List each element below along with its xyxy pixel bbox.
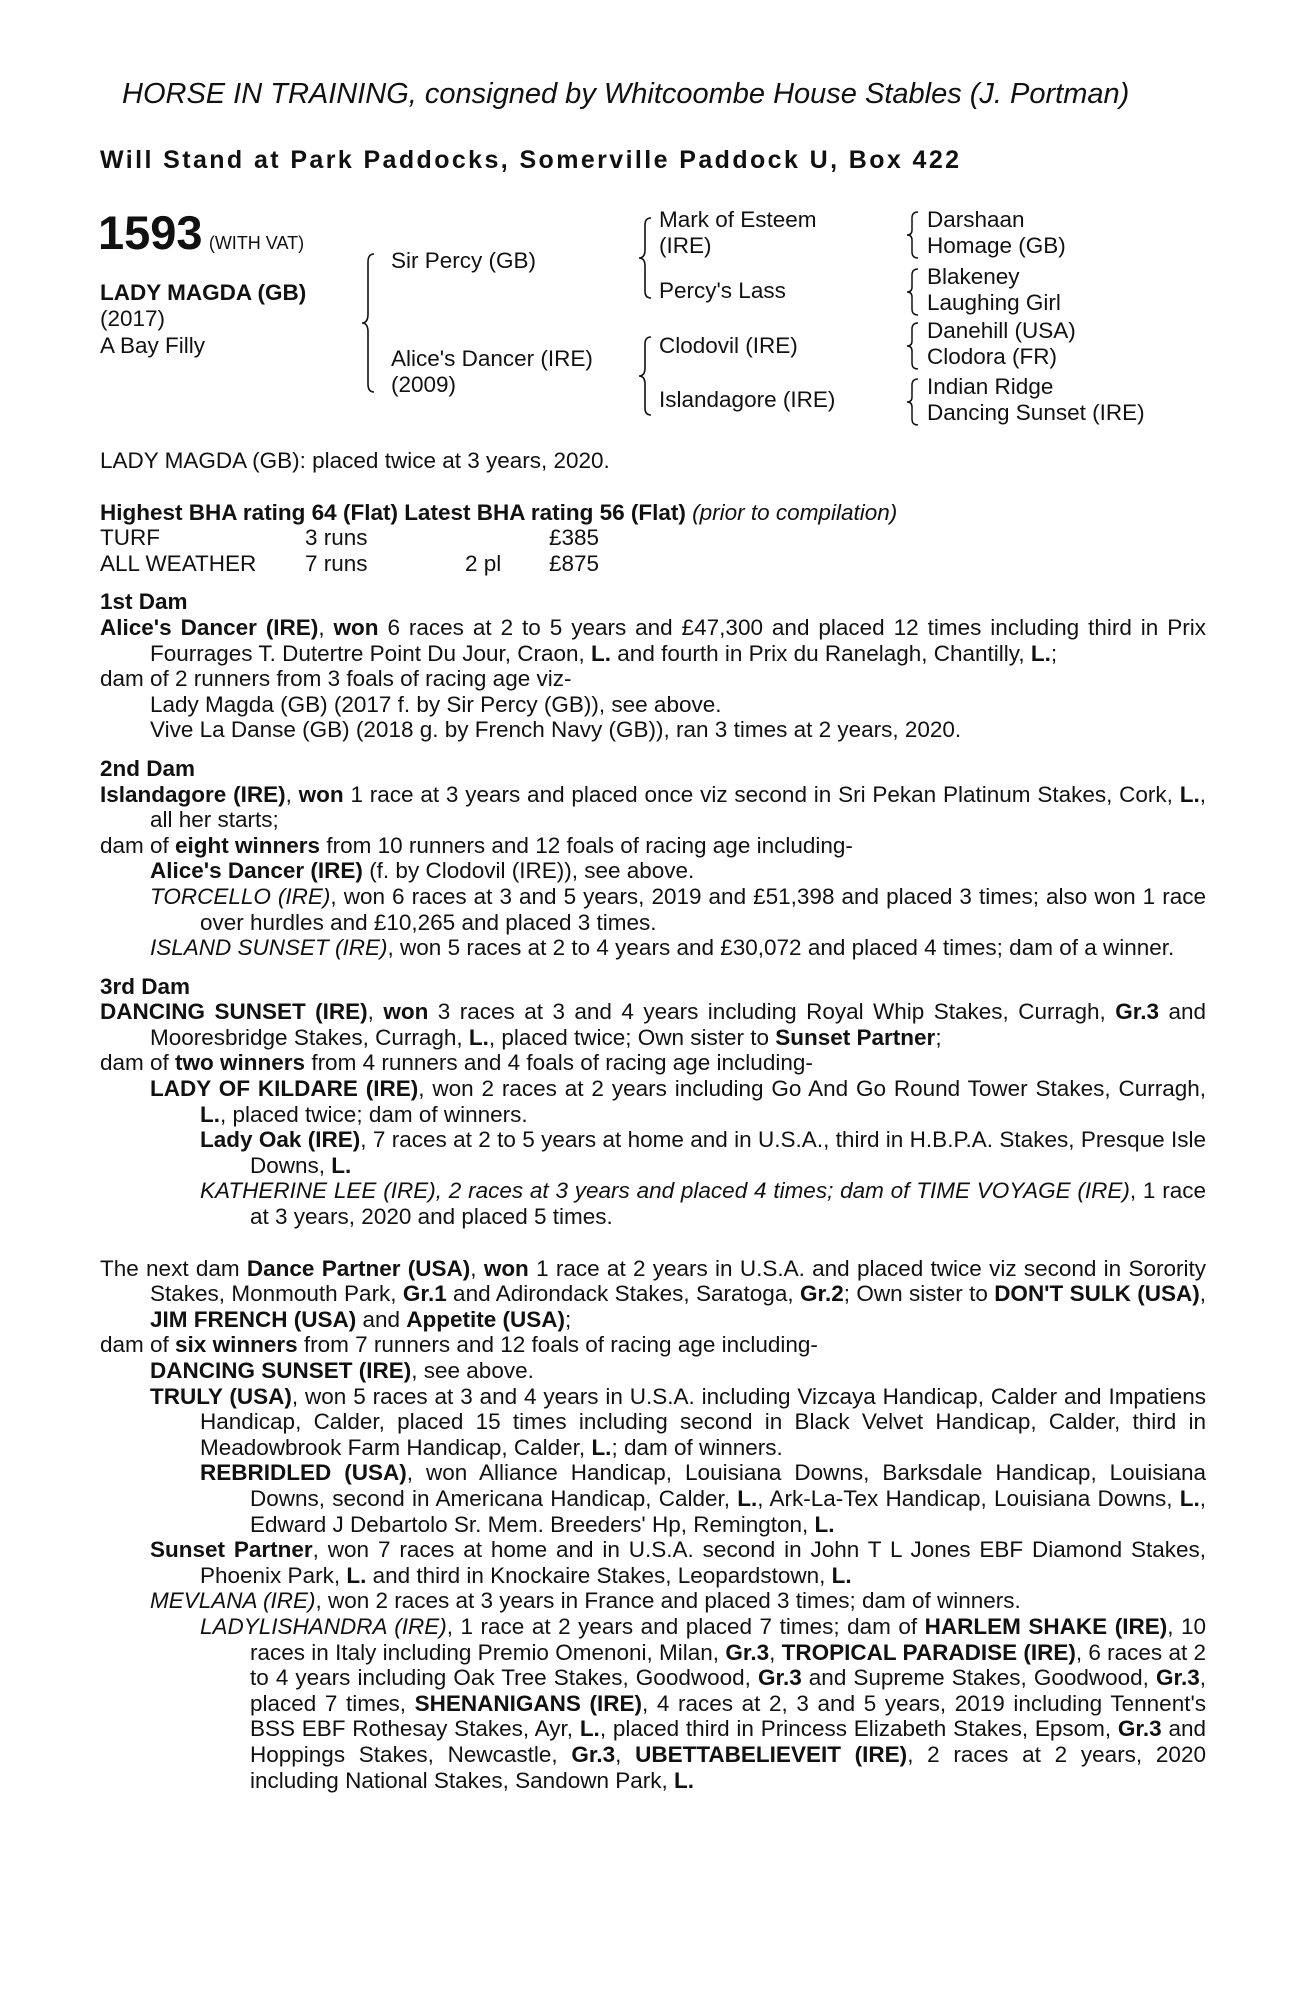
record-text: , won Alliance Handicap, Louisiana Downs, Barksdale Handicap, Louisiana Downs, second in Americana Handicap, Calder, [250,1460,1206,1511]
sister-name: Sunset Partner [775,1024,936,1050]
runs-cell: 7 runs [305,550,368,576]
pedigree-brace-g4 [906,377,920,427]
produce-item [100,1358,1206,1384]
produce-item [100,1076,1206,1127]
second-dam-produce [100,833,1206,859]
record-text: , won 2 races at 3 years in France and placed 3 times; dam of winners. [315,1588,1021,1614]
pedigree-brace-g1 [906,210,920,260]
record-text: , won 5 races at 3 and 4 years in U.S.A. including Vizcaya Handicap, Calder and Impatiens Handicap, Calder, placed 15 times including second in Black Velvet Handicap, Calder, third in Meadowbrook Farm Handicap, Calder, [200,1383,1206,1460]
produce-name: UBETTABELIEVEIT (IRE) [635,1741,908,1767]
dam-name: DANCING SUNSET (IRE) [100,999,368,1025]
foaling-year: (2017) [100,306,166,331]
consignor-title: HORSE IN TRAINING, consigned by Whitcoombe House Stables (J. Portman) [122,78,1130,110]
group-mark: Gr.3 [571,1741,616,1767]
record-text: , see above. [411,1358,534,1383]
produce-name: TORCELLO (IRE) [150,883,331,909]
produce-item [100,1127,1206,1178]
sire-sire-line2: (IRE) [659,233,712,258]
record-text: dam of [100,1332,176,1358]
produce-item: Vive La Danse (GB) (2018 g. by French Navy (GB)), ran 3 times at 2 years, 2020. [150,717,962,743]
record-text: , 4 races at 2, 3 and 5 years, 2019 including Tennent's BSS EBF Rothesay Stakes, Ayr, [250,1690,1207,1742]
sire-dam: Percy's Lass [659,278,786,303]
won-label: won [383,999,429,1025]
record-text: , placed twice; Own sister to [488,1024,776,1050]
pedigree-brace-g3 [906,321,920,371]
pedigree-brace-dam [637,335,653,417]
runs-table [100,525,599,576]
produce-item [100,1537,1206,1588]
third-dam-produce [100,1050,1206,1076]
record-text: , all her starts; [150,781,1206,833]
winners-count: two winners [175,1050,306,1076]
dam-line2: (2009) [391,372,457,397]
dam-name: Islandagore (IRE) [100,781,286,807]
listed-mark: L. [346,1562,367,1588]
lot-number: 1593 [98,206,203,259]
produce-name: KATHERINE LEE (IRE) [200,1178,436,1204]
first-dam-heading: 1st Dam [100,589,188,615]
sire-sire-sire: Darshaan [927,207,1025,232]
catalogue-body [100,448,1206,1793]
surface-cell: ALL WEATHER [100,550,257,576]
group-mark: Gr.3 [1115,999,1159,1025]
produce-name: HARLEM SHAKE (IRE) [924,1613,1168,1639]
record-text: from 4 runners and 4 foals of racing age including- [305,1050,813,1076]
listed-mark: L. [674,1767,694,1793]
ratings-note: (prior to compilation) [692,499,898,525]
record-text: , won 6 races at 3 and 5 years, 2019 and £51,398 and placed 3 times; also won 1 race over hurdles and £10,265 and placed 3 times. [200,883,1206,935]
sire-sire-line1: Mark of Esteem [659,207,817,232]
record-text: ; [565,1306,572,1332]
record-text: from 7 runners and 12 foals of racing age including- [297,1332,818,1358]
winners-count: six winners [175,1332,298,1358]
pedigree-brace-g2 [906,267,920,317]
produce-item [100,1178,1206,1229]
table-row [100,525,599,551]
listed-mark: L. [591,1434,612,1460]
record-text: , 10 races in Italy including Premio Omenoni, Milan, [250,1613,1206,1665]
sire: Sir Percy (GB) [391,248,537,273]
record-text: , [769,1639,782,1665]
sister-name: DON'T SULK (USA) [994,1281,1200,1307]
listed-mark: L. [1179,1485,1200,1511]
record-text: 3 races at 3 and 4 years including Royal Whip Stakes, Curragh, [428,999,1116,1025]
stand-location: Will Stand at Park Paddocks, Somerville Paddock U, Box 422 [100,146,962,174]
sire-sire-dam: Homage (GB) [927,233,1066,258]
record-text: , 1 race at 3 years, 2020 and placed 5 times. [250,1178,1207,1230]
first-dam-record: Alice's Dancer (IRE), won 6 races at 2 to 5 years and £47,300 and placed 12 times including third in Prix Fourrages T. Dutertre Point Du Jour, Craon, L. and fourth in Prix du Ranelagh, Chantilly, L.; [100,614,1206,666]
record-text: (f. by Clodovil (IRE)), see above. [362,858,695,884]
record-text: 1 race at 3 years and placed once viz second in Sri Pekan Platinum Stakes, Cork, [343,781,1180,807]
record-text: ; dam of winners. [611,1434,783,1460]
runs-cell: 3 runs [305,525,368,551]
prize-cell: £875 [549,550,600,576]
pedigree-brace-main [360,252,376,394]
produce-name: LADYLISHANDRA (IRE) [200,1613,447,1639]
record-text: and third in Knockaire Stakes, Leopardstown, [366,1562,832,1588]
produce-item [100,1460,1206,1537]
table-row [100,551,599,577]
group-mark: Gr.2 [799,1281,844,1307]
record-text: , Ark-La-Tex Handicap, Louisiana Downs, [757,1485,1180,1511]
second-dam-heading: 2nd Dam [100,755,196,781]
won-label: won [333,614,379,640]
dam-sire-dam: Clodora (FR) [927,344,1058,369]
produce-item [100,858,1206,884]
record-text: and fourth in Prix du Ranelagh, Chantilly, [611,640,1031,666]
winners-count: eight winners [175,832,321,858]
record-text: dam of [100,1050,176,1076]
placed-cell [465,525,549,551]
race-summary: LADY MAGDA (GB): placed twice at 3 years, 2020. [100,448,610,473]
dam-name: Alice's Dancer (IRE) [100,614,319,640]
produce-item [100,884,1206,935]
sister-name: Appetite (USA) [406,1306,566,1332]
produce-name: Alice's Dancer (IRE) [150,858,363,884]
record-text: ; Own sister to [843,1281,995,1307]
lot-number-line [98,208,304,258]
ratings-line [100,500,1206,526]
third-dam-heading: 3rd Dam [100,973,191,999]
record-text: , won 7 races at home and in U.S.A. second in John T L Jones EBF Diamond Stakes, Phoenix Park, [200,1537,1206,1588]
record-text: , placed 7 times, [250,1665,1207,1716]
record-text: and Hoppings Stakes, Newcastle, [250,1716,1206,1767]
prize-cell: £385 [549,525,600,551]
produce-name: SHENANIGANS (IRE) [414,1690,643,1716]
record-text: , 7 races at 2 to 5 years at home and in U.S.A., third in H.B.P.A. Stakes, Presque Isle Downs, [250,1127,1206,1178]
produce-name: LADY OF KILDARE (IRE) [150,1076,419,1102]
listed-mark: L. [468,1024,489,1050]
horse-name: LADY MAGDA (GB) [100,280,307,305]
dam-sire-sire: Danehill (USA) [927,318,1076,343]
listed-mark: L. [1030,640,1051,666]
group-mark: Gr.3 [725,1639,770,1665]
record-text: The next dam [100,1255,247,1281]
horse-description: A Bay Filly [100,333,206,358]
produce-item [100,1384,1206,1461]
dam-dam-sire: Indian Ridge [927,374,1054,399]
produce-name: ISLAND SUNSET (IRE) [150,935,388,961]
next-dam-produce [100,1332,1206,1358]
listed-mark: L. [737,1485,758,1511]
record-text: 6 races at 2 to 5 years and £47,300 and placed 12 times including third in Prix Fourrages T. Dutertre Point Du Jour, Craon, [150,614,1206,666]
record-text: , placed twice; dam of winners. [220,1101,528,1127]
listed-mark: L. [1179,781,1200,807]
record-text: dam of [100,832,176,858]
vat-note: (WITH VAT) [208,233,305,253]
record-text: and [356,1306,407,1332]
record-text: and Mooresbridge Stakes, Curragh, [150,999,1206,1050]
record-text: , 6 races at 2 to 4 years including Oak Tree Stakes, Goodwood, [250,1639,1206,1691]
listed-mark: L. [579,1716,600,1742]
produce-item: Lady Magda (GB) (2017 f. by Sir Percy (GB)), see above. [150,691,722,717]
listed-mark: L. [831,1562,852,1588]
group-mark: Gr.3 [757,1665,802,1691]
produce-name: DANCING SUNSET (IRE) [150,1358,412,1383]
placed-cell: 2 pl [465,550,502,576]
won-label: won [483,1255,529,1281]
produce-name: TRULY (USA) [150,1383,292,1409]
record-text: ; [1050,640,1058,666]
group-mark: Gr.3 [1117,1716,1162,1742]
record-text: and Supreme Stakes, Goodwood, [801,1665,1156,1691]
record-text: , 2 races at 3 years and placed 4 times; dam of [435,1178,917,1204]
record-text: , won 5 races at 2 to 4 years and £30,072 and placed 4 times; dam of a winner. [387,935,1175,961]
won-label: won [298,781,344,807]
record-text: from 10 runners and 12 foals of racing age including- [320,832,853,858]
group-mark: Gr.1 [402,1281,447,1307]
sire-dam-dam: Laughing Girl [927,290,1061,315]
record-text: , 1 race at 2 years and placed 7 times; dam of [446,1613,925,1639]
sire-dam-sire: Blakeney [927,264,1020,289]
ratings-bold: Highest BHA rating 64 (Flat) Latest BHA rating 56 (Flat) [100,499,686,525]
first-dam-produce: dam of 2 runners from 3 foals of racing age viz- [100,666,572,692]
dam-sire: Clodovil (IRE) [659,333,798,358]
produce-name: REBRIDLED (USA) [200,1460,407,1486]
listed-mark: L. [591,640,612,666]
surface-cell: TURF [100,525,160,551]
record-text: , 2 races at 2 years, 2020 including National Stakes, Sandown Park, [250,1741,1206,1793]
produce-item [100,1614,1206,1793]
produce-name: MEVLANA (IRE) [150,1588,316,1614]
group-mark: Gr.3 [1155,1665,1200,1691]
second-dam-record: Islandagore (IRE), won 1 race at 3 years and placed once viz second in Sri Pekan Platinum Stakes, Cork, L., all her starts; [100,781,1206,833]
listed-mark: L. [331,1152,352,1178]
record-text: , placed third in Princess Elizabeth Stakes, Epsom, [599,1716,1118,1742]
produce-name: TROPICAL PARADISE (IRE) [781,1639,1076,1665]
record-text: and Adirondack Stakes, Saratoga, [446,1281,800,1307]
produce-name: Lady Oak (IRE) [200,1127,361,1153]
dam-name: Dance Partner (USA) [246,1255,471,1281]
produce-name: TIME VOYAGE (IRE) [916,1178,1130,1204]
record-text: 1 race at 2 years in U.S.A. and placed twice viz second in Sorority Stakes, Monmouth Park, [150,1255,1206,1307]
produce-item [100,935,1206,961]
listed-mark: L. [814,1511,835,1537]
record-text: , won 2 races at 2 years including Go And Go Round Tower Stakes, Curragh, [418,1076,1206,1102]
pedigree-brace-sire [637,216,653,300]
record-text: , [1199,1281,1206,1307]
sister-name: JIM FRENCH (USA) [150,1306,357,1332]
third-dam-record: DANCING SUNSET (IRE), won 3 races at 3 and 4 years including Royal Whip Stakes, Curragh, Gr.3 and Mooresbridge Stakes, Curragh, L., placed twice; Own sister to Sunset Partner; [100,999,1206,1050]
dam-line1: Alice's Dancer (IRE) [391,346,593,371]
dam-dam-dam: Dancing Sunset (IRE) [927,400,1145,425]
record-text: , Edward J Debartolo Sr. Mem. Breeders' Hp, Remington, [250,1485,1206,1537]
listed-mark: L. [200,1101,220,1127]
produce-name: Sunset Partner [150,1537,313,1563]
dam-dam: Islandagore (IRE) [659,387,836,412]
record-text: , [615,1741,636,1767]
record-text: ; [935,1024,942,1050]
next-dam-record: The next dam Dance Partner (USA), won 1 race at 2 years in U.S.A. and placed twice viz second in Sorority Stakes, Monmouth Park, Gr.1 and Adirondack Stakes, Saratoga, Gr.2; Own sister to DON'T SULK (USA), JIM FRENCH (USA) and Appetite (USA); [100,1255,1206,1332]
produce-item [100,1588,1206,1614]
